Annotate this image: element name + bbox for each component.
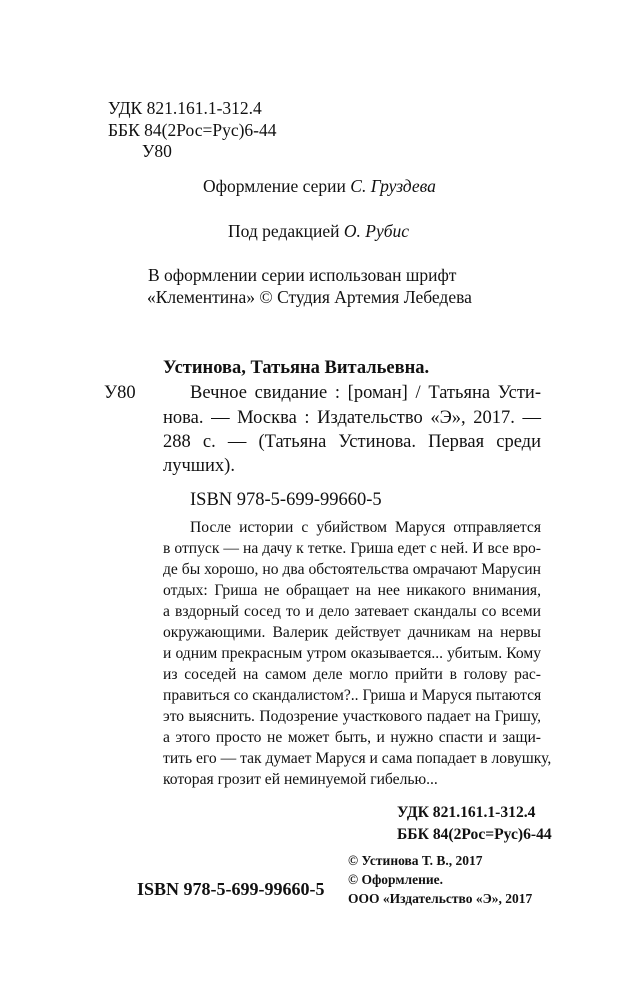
- udk-code: УДК 821.161.1-312.4: [108, 98, 262, 118]
- catalog-description-line: 288 с. — (Татьяна Устинова. Первая среди: [163, 432, 541, 452]
- annotation-line: После истории с убийством Маруся отправляется: [190, 519, 541, 536]
- catalog-isbn: ISBN 978-5-699-99660-5: [190, 490, 382, 510]
- footer-isbn: ISBN 978-5-699-99660-5: [137, 879, 325, 899]
- annotation-line: а вздорный сосед то и дело затевает скандалы со всеми: [163, 603, 541, 620]
- annotation-line: которая грозит ей неминуемой гибелью...: [163, 771, 438, 788]
- annotation-line: это выяснить. Подозрение участкового падает на Гришу,: [163, 708, 541, 725]
- copyright-line: © Оформление.: [348, 872, 444, 887]
- catalog-description-line: нова. — Москва : Издательство «Э», 2017. —: [163, 408, 541, 428]
- series-design-name: С. Груздева: [350, 176, 436, 196]
- index-bbk: ББК 84(2Рос=Рус)6-44: [397, 826, 552, 843]
- catalog-mark: У80: [104, 383, 136, 403]
- series-design-credit: [203, 178, 436, 196]
- author-mark: У80: [142, 141, 172, 161]
- annotation-line: отдых: Гриша не обращает на нее никакого внимания,: [163, 582, 541, 599]
- annotation-line: из соседей на самом деле могло прийти в голову рас-: [163, 666, 541, 683]
- font-note-line-1: В оформлении серии использован шрифт: [148, 265, 457, 285]
- annotation-line: а этого просто не может быть, и нужно спасти и защи-: [163, 729, 541, 746]
- copyright-line: ООО «Издательство «Э», 2017: [348, 891, 533, 906]
- annotation-line: в отпуск — на дачу к тетке. Гриша едет с ней. И все вро-: [163, 540, 541, 557]
- annotation-line: правиться со скандалистом?.. Гриша и Маруся пытаются: [163, 687, 542, 704]
- annotation-line: тить его — так думает Маруся и сама попадает в ловушку,: [163, 750, 552, 767]
- catalog-author-heading: Устинова, Татьяна Витальевна.: [163, 358, 430, 378]
- font-note-line-2: «Клементина» © Студия Артемия Лебедева: [147, 287, 472, 307]
- editor-label: Под редакцией: [228, 221, 340, 241]
- annotation-line: окружающими. Валерик действует дачникам на нервы: [163, 624, 541, 641]
- annotation-line: де бы хорошо, но два обстоятельства омрачают Марусин: [163, 561, 541, 578]
- index-udk: УДК 821.161.1-312.4: [397, 804, 536, 821]
- catalog-description-line: Вечное свидание : [роман] / Татьяна Усти-: [190, 383, 541, 403]
- catalog-description-line: лучших).: [163, 456, 235, 476]
- editor-name: О. Рубис: [343, 221, 410, 241]
- annotation-line: и одним прекрасным утром оказывается... убитым. Кому: [163, 645, 541, 662]
- editor-credit: [228, 223, 409, 241]
- copyright-line: © Устинова Т. В., 2017: [348, 853, 483, 868]
- bbk-code: ББК 84(2Рос=Рус)6-44: [108, 120, 277, 140]
- series-design-label: Оформление серии: [203, 176, 346, 196]
